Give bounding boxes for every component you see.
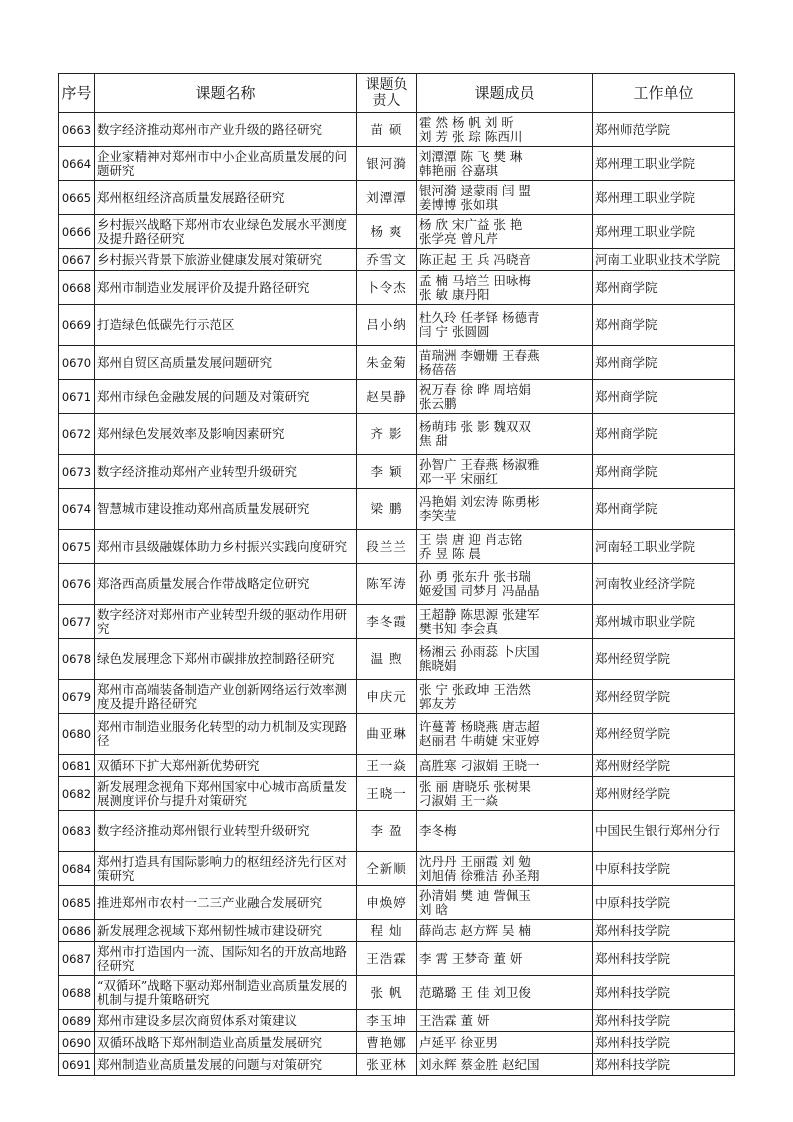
work-unit: 郑州经贸学院 [593,680,735,714]
table-row [59,455,735,489]
project-members [417,639,593,680]
project-lead: 申庆元 [357,680,417,714]
member-line: 樊书知 李会真 [419,620,498,636]
member-line: 张云鹏 [419,395,457,411]
project-lead: 李冬霞 [357,605,417,639]
table-row [59,920,735,942]
project-members [417,564,593,605]
project-title: 郑州市打造国内一流、国际知名的开放高地路径研究 [95,942,357,976]
member-line: 卢延平 徐亚男 [419,1034,498,1050]
member-line: 张 宁 张政坤 王浩然 [419,681,531,697]
member-line: 王超静 陈思源 张建军 [419,606,540,622]
project-lead: 杨 爽 [357,215,417,249]
work-unit: 郑州经贸学院 [593,639,735,680]
project-members [417,852,593,886]
project-members [417,777,593,811]
row-number: 0688 [59,976,95,1010]
row-number: 0680 [59,714,95,755]
work-unit: 郑州商学院 [593,380,735,414]
row-number: 0674 [59,489,95,530]
table-row [59,1032,735,1054]
member-line: 刘潭潭 陈 飞 樊 琳 [419,148,523,164]
member-line: 刘永辉 蔡金胜 赵纪国 [419,1056,540,1072]
project-title: 打造绿色低碳先行示范区 [95,305,357,346]
project-members [417,942,593,976]
member-line: 孙智广 王春燕 杨淑雅 [419,456,540,472]
member-line: 张 敏 康丹阳 [419,286,490,302]
member-line: 孙 勇 张东升 张书瑞 [419,569,531,584]
row-number: 0691 [59,1054,95,1076]
project-title: 郑州打造具有国际影响力的枢纽经济先行区对策研究 [95,852,357,886]
row-number: 0666 [59,215,95,249]
project-lead: 曹艳娜 [357,1032,417,1054]
table-row [59,489,735,530]
work-unit: 郑州商学院 [593,305,735,346]
row-number: 0686 [59,920,95,942]
work-unit: 郑州科技学院 [593,976,735,1010]
member-line: 张学亮 曾凡芹 [419,230,498,246]
member-line: 杨蓓蓓 [419,361,457,377]
project-lead: 苗 硕 [357,113,417,147]
table-row [59,639,735,680]
project-lead: 李 盈 [357,811,417,852]
row-number: 0669 [59,305,95,346]
work-unit: 郑州商学院 [593,271,735,305]
project-members [417,181,593,215]
project-members [417,215,593,249]
row-number: 0682 [59,777,95,811]
project-members [417,976,593,1010]
row-number: 0685 [59,886,95,920]
project-lead: 卜令杰 [357,271,417,305]
project-members [417,305,593,346]
row-number: 0664 [59,147,95,181]
work-unit: 郑州城市职业学院 [593,605,735,639]
row-number: 0676 [59,564,95,605]
table-row [59,215,735,249]
member-line: 姜博博 张如琪 [419,196,498,212]
work-unit: 中原科技学院 [593,886,735,920]
work-unit: 郑州理工职业学院 [593,181,735,215]
member-line: 陈正起 王 兵 冯晓音 [419,251,531,267]
work-unit: 河南牧业经济学院 [593,564,735,605]
project-members [417,489,593,530]
work-unit: 郑州商学院 [593,414,735,455]
project-title: 郑州市县级融媒体助力乡村振兴实践向度研究 [95,530,357,564]
work-unit: 郑州科技学院 [593,1010,735,1032]
header-lead: 课题负责人 [357,74,417,113]
member-line: 杜久玲 任孝铎 杨德青 [419,310,540,325]
member-line: 高胜寒 刁淑娟 王晓一 [419,757,540,773]
project-members [417,113,593,147]
work-unit: 郑州商学院 [593,455,735,489]
table-row [59,530,735,564]
member-line: 杨湘云 孙雨蕊 卜庆国 [419,644,540,659]
table-row [59,852,735,886]
project-title: 新发展理念视角下郑州国家中心城市高质量发展测度评价与提升对策研究 [95,777,357,811]
work-unit: 郑州科技学院 [593,1054,735,1076]
member-line: 银河漪 逯蒙雨 闫 盟 [419,182,531,198]
header-title: 课题名称 [95,74,357,113]
project-members [417,147,593,181]
project-members [417,714,593,755]
table-row [59,113,735,147]
project-members [417,811,593,852]
member-line: 杨 欣 宋广益 张 艳 [419,216,523,232]
member-line: 邓一平 宋丽红 [419,470,498,486]
project-title: 数字经济对郑州市产业转型升级的驱动作用研究 [95,605,357,639]
project-members [417,530,593,564]
project-members [417,1010,593,1032]
project-title: 智慧城市建设推动郑州高质量发展研究 [95,489,357,530]
project-lead: 温 煦 [357,639,417,680]
work-unit: 中原科技学院 [593,852,735,886]
table-row [59,380,735,414]
header-no: 序号 [59,74,95,113]
table-row [59,249,735,271]
project-title: 绿色发展理念下郑州市碳排放控制路径研究 [95,639,357,680]
table-row [59,680,735,714]
table-header-row [59,74,735,113]
row-number: 0670 [59,346,95,380]
member-line: 沈丹丹 王丽霞 刘 勉 [419,853,531,869]
member-line: 王 崇 唐 迎 肖志铭 [419,531,523,547]
project-title: 双循环下扩大郑州新优势研究 [95,755,357,777]
project-lead: 刘潭潭 [357,181,417,215]
table-row [59,564,735,605]
project-title: 乡村振兴战略下郑州市农业绿色发展水平测度及提升路径研究 [95,215,357,249]
project-members [417,414,593,455]
member-line: 刘 芳 张 琮 陈西川 [419,128,523,144]
work-unit: 郑州师范学院 [593,113,735,147]
project-lead: 段兰兰 [357,530,417,564]
project-lead: 王浩霖 [357,942,417,976]
member-line: 乔 昱 陈 晨 [419,545,481,561]
row-number: 0679 [59,680,95,714]
table-row [59,181,735,215]
project-lead: 梁 鹏 [357,489,417,530]
project-lead: 申焕婷 [357,886,417,920]
project-lead: 朱金菊 [357,346,417,380]
work-unit: 郑州理工职业学院 [593,215,735,249]
project-members [417,605,593,639]
work-unit: 郑州财经学院 [593,777,735,811]
row-number: 0687 [59,942,95,976]
header-unit: 工作单位 [593,74,735,113]
project-members [417,920,593,942]
member-line: 刁淑娟 王一焱 [419,792,498,808]
project-lead: 齐 影 [357,414,417,455]
project-title: 乡村振兴背景下旅游业健康发展对策研究 [95,249,357,271]
row-number: 0681 [59,755,95,777]
project-lead: 陈军涛 [357,564,417,605]
project-title: 郑州绿色发展效率及影响因素研究 [95,414,357,455]
project-members [417,680,593,714]
project-lead: 李玉坤 [357,1010,417,1032]
row-number: 0673 [59,455,95,489]
row-number: 0678 [59,639,95,680]
project-table [58,73,735,1076]
project-title: 郑州市绿色金融发展的问题及对策研究 [95,380,357,414]
table-row [59,414,735,455]
member-line: 张 丽 唐晓乐 张树果 [419,778,531,794]
project-lead: 王晓一 [357,777,417,811]
work-unit: 郑州财经学院 [593,755,735,777]
member-line: 李冬梅 [419,823,457,838]
project-members [417,249,593,271]
project-members [417,271,593,305]
table-row [59,811,735,852]
project-lead: 吕小纳 [357,305,417,346]
project-title: 数字经济推动郑州银行业转型升级研究 [95,811,357,852]
project-members [417,1032,593,1054]
member-line: 薛尚志 赵方辉 吴 楠 [419,922,531,938]
project-title: 郑州市制造业服务化转型的动力机制及实现路径 [95,714,357,755]
project-title: 数字经济推动郑州市产业升级的路径研究 [95,113,357,147]
project-lead: 银河漪 [357,147,417,181]
table-row [59,1010,735,1032]
row-number: 0675 [59,530,95,564]
member-line: 冯艳娟 刘宏涛 陈勇彬 [419,494,540,509]
row-number: 0665 [59,181,95,215]
project-title: 郑州市建设多层次商贸体系对策建议 [95,1010,357,1032]
work-unit: 郑州科技学院 [593,1032,735,1054]
table-row [59,305,735,346]
member-line: 孟 楠 马培兰 田咏梅 [419,272,531,288]
project-lead: 张亚林 [357,1054,417,1076]
row-number: 0689 [59,1010,95,1032]
work-unit: 郑州商学院 [593,346,735,380]
row-number: 0677 [59,605,95,639]
work-unit: 河南工业职业技术学院 [593,249,735,271]
table-row [59,777,735,811]
member-line: 闫 宁 张圆圆 [419,324,490,339]
project-title: 数字经济推动郑州产业转型升级研究 [95,455,357,489]
project-lead: 程 灿 [357,920,417,942]
project-lead: 张 帆 [357,976,417,1010]
table-row [59,147,735,181]
table-row [59,714,735,755]
member-line: 刘旭倩 徐雅洁 孙圣翔 [419,867,540,883]
table-row [59,886,735,920]
row-number: 0690 [59,1032,95,1054]
project-title: “双循环”战略下驱动郑州制造业高质量发展的机制与提升策略研究 [95,976,357,1010]
project-title: 双循环战略下郑州制造业高质量发展研究 [95,1032,357,1054]
row-number: 0683 [59,811,95,852]
project-lead: 曲亚琳 [357,714,417,755]
table-row [59,346,735,380]
work-unit: 河南轻工职业学院 [593,530,735,564]
member-line: 赵丽君 牛萌婕 宋亚婷 [419,733,540,748]
project-title: 郑洛西高质量发展合作带战略定位研究 [95,564,357,605]
member-line: 刘 晗 [419,901,448,917]
work-unit: 郑州理工职业学院 [593,147,735,181]
project-lead: 仝新顺 [357,852,417,886]
project-title: 企业家精神对郑州市中小企业高质量发展的问题研究 [95,147,357,181]
work-unit: 郑州经贸学院 [593,714,735,755]
project-lead: 王一焱 [357,755,417,777]
member-line: 祝万春 徐 晔 周培娟 [419,381,531,397]
member-line: 李笑莹 [419,508,457,523]
table-row [59,976,735,1010]
table-row [59,605,735,639]
work-unit: 郑州科技学院 [593,920,735,942]
work-unit: 郑州商学院 [593,489,735,530]
project-title: 郑州市高端装备制造产业创新网络运行效率测度及提升路径研究 [95,680,357,714]
header-members: 课题成员 [417,74,593,113]
project-members [417,346,593,380]
row-number: 0668 [59,271,95,305]
project-title: 郑州制造业高质量发展的问题与对策研究 [95,1054,357,1076]
project-lead: 乔雪文 [357,249,417,271]
row-number: 0667 [59,249,95,271]
project-lead: 赵昊静 [357,380,417,414]
member-line: 姬爱国 司梦月 冯晶晶 [419,583,540,598]
project-members [417,1054,593,1076]
member-line: 郭友芳 [419,695,457,711]
table-row [59,942,735,976]
member-line: 范璐璐 王 佳 刘卫俊 [419,984,531,1000]
project-title: 推进郑州市农村一二三产业融合发展研究 [95,886,357,920]
member-line: 韩艳丽 谷嘉琪 [419,162,498,178]
project-lead: 李 颖 [357,455,417,489]
member-line: 孙清娟 樊 迪 訾佩玉 [419,887,531,903]
project-title: 郑州自贸区高质量发展问题研究 [95,346,357,380]
row-number: 0671 [59,380,95,414]
member-line: 霍 然 杨 帆 刘 昕 [419,114,514,130]
project-members [417,755,593,777]
work-unit: 郑州科技学院 [593,942,735,976]
project-title: 新发展理念视域下郑州韧性城市建设研究 [95,920,357,942]
table-row [59,271,735,305]
project-title: 郑州枢纽经济高质量发展路径研究 [95,181,357,215]
table-row [59,1054,735,1076]
row-number: 0684 [59,852,95,886]
project-members [417,455,593,489]
row-number: 0672 [59,414,95,455]
work-unit: 中国民生银行郑州分行 [593,811,735,852]
member-line: 焦 甜 [419,433,448,448]
member-line: 李 霄 王梦奇 董 妍 [419,950,523,966]
row-number: 0663 [59,113,95,147]
member-line: 熊晓娟 [419,658,457,673]
table-row [59,755,735,777]
project-members [417,380,593,414]
member-line: 杨萌玮 张 影 魏双双 [419,419,531,434]
member-line: 苗瑞洲 李姗姗 王春燕 [419,347,540,363]
project-members [417,886,593,920]
project-title: 郑州市制造业发展评价及提升路径研究 [95,271,357,305]
member-line: 许蔓菁 杨晓燕 唐志超 [419,719,540,734]
member-line: 王浩霖 董 妍 [419,1012,490,1028]
